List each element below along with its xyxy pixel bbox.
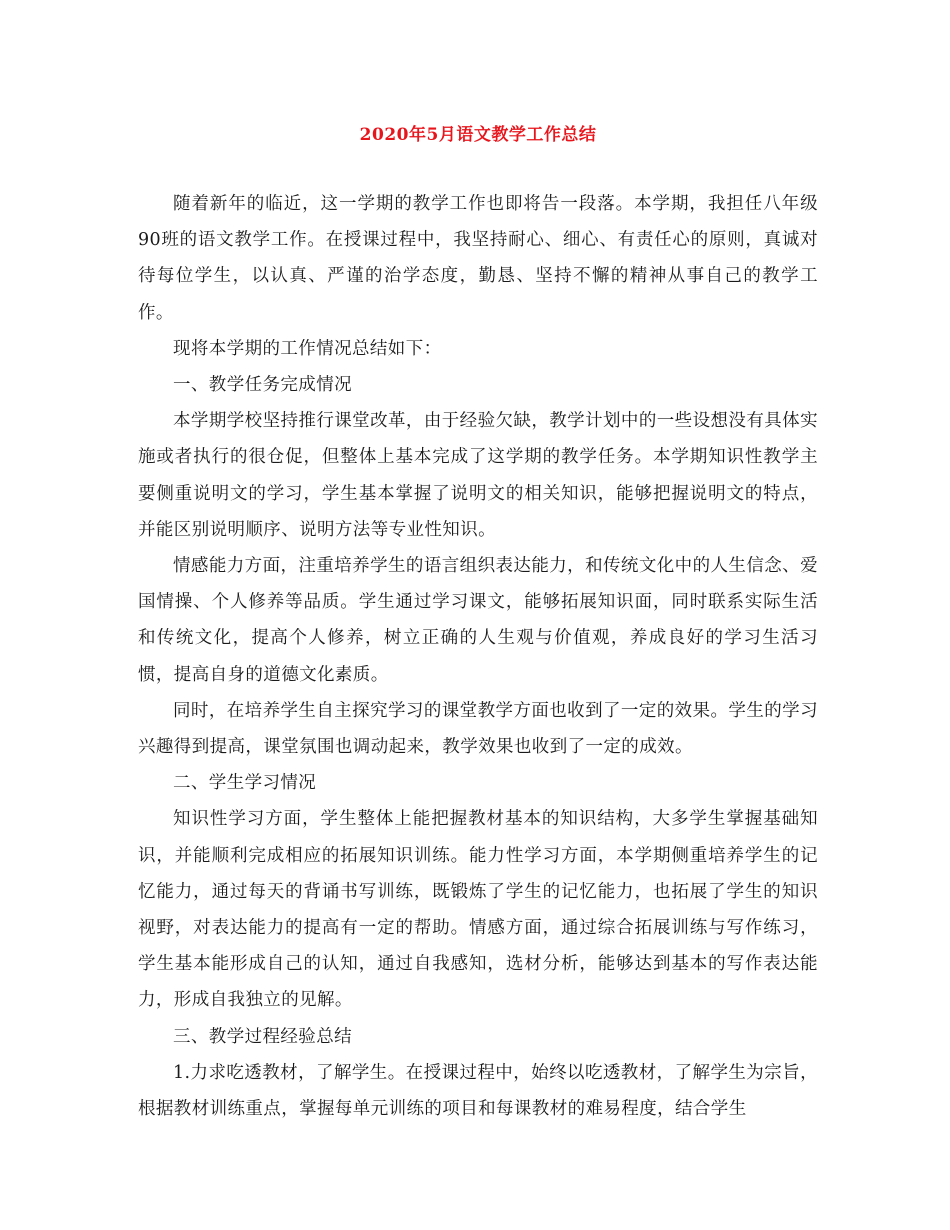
section-heading-3: 三、教学过程经验总结 — [173, 1026, 352, 1047]
paragraph-inquiry-learning: 同时，在培养学生自主探究学习的课堂教学方面也收到了一定的效果。学生的学习兴趣得到提高，课堂氛围也调动起来，教学效果也收到了一定的成效。 — [138, 700, 818, 758]
document-title: 2020年5月语文教学工作总结 — [359, 125, 597, 145]
paragraph-teaching-tasks: 本学期学校坚持推行课堂改革，由于经验欠缺，教学计划中的一些设想没有具体实施或者执行的很仓促，但整体上基本完成了这学期的教学任务。本学期知识性教学主要侧重说明文的学习，学生基本掌握了说明文的相关知识，能够把握说明文的特点，并能区别说明顺序、说明方法等专业性知识。 — [138, 411, 818, 540]
paragraph-intro: 随着新年的临近，这一学期的教学工作也即将告一段落。本学期，我担任八年级90班的语文教学工作。在授课过程中，我坚持耐心、细心、有责任心的原则，真诚对待每位学生，以认真、严谨的治学态度，勤恳、坚持不懈的精神从事自己的教学工作。 — [138, 194, 818, 323]
paragraph-experience-1: 1.力求吃透教材，了解学生。在授课过程中，始终以吃透教材，了解学生为宗旨，根据教材训练重点，掌握每单元训练的项目和每课教材的难易程度，结合学生 — [138, 1062, 818, 1120]
section-heading-2: 二、学生学习情况 — [173, 773, 317, 794]
section-heading-1: 一、教学任务完成情况 — [173, 375, 352, 396]
paragraph-summary-lead: 现将本学期的工作情况总结如下： — [173, 338, 442, 359]
document-body — [138, 186, 818, 1127]
paragraph-student-learning: 知识性学习方面，学生整体上能把握教材基本的知识结构，大多学生掌握基础知识，并能顺利完成相应的拓展知识训练。能力性学习方面，本学期侧重培养学生的记忆能力，通过每天的背诵书写训练，既锻炼了学生的记忆能力，也拓展了学生的知识视野，对表达能力的提高有一定的帮助。情感方面，通过综合拓展训练与写作练习，学生基本能形成自己的认知，通过自我感知，选材分析，能够达到基本的写作表达能力，形成自我独立的见解。 — [138, 809, 818, 1011]
paragraph-emotional-ability: 情感能力方面，注重培养学生的语言组织表达能力，和传统文化中的人生信念、爱国情操、个人修养等品质。学生通过学习课文，能够拓展知识面，同时联系实际生活和传统文化，提高个人修养，树立正确的人生观与价值观，养成良好的学习生活习惯，提高自身的道德文化素质。 — [138, 556, 818, 685]
